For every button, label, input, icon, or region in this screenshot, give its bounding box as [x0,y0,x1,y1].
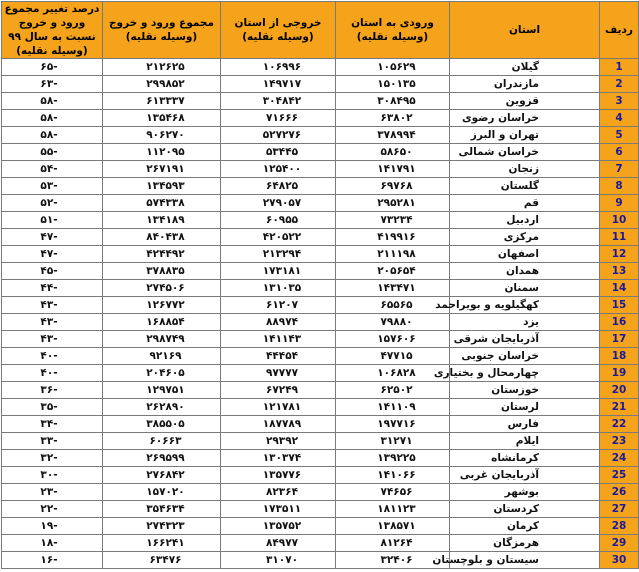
total-count: ۲۶۲۸۹۰ [103,399,221,416]
total-count: ۱۶۸۸۵۴ [103,314,221,331]
total-count: ۱۱۲۰۹۵ [103,144,221,161]
province-name: بوشهر [450,484,600,501]
table-row [2,76,639,93]
row-number: 15 [600,297,639,314]
entry-count: ۱۵۷۶۰۶ [336,331,450,348]
exit-count: ۴۲۰۵۲۲ [221,229,336,246]
percent-change: -۵۲ [2,195,103,212]
row-number: 6 [600,144,639,161]
row-number: 27 [600,501,639,518]
table-row [2,450,639,467]
entry-count: ۱۳۸۵۷۱ [336,518,450,535]
percent-change: -۶۵ [2,59,103,76]
row-number: 29 [600,535,639,552]
table-row [2,93,639,110]
total-count: ۹۰۶۲۷۰ [103,127,221,144]
table-row [2,178,639,195]
exit-count: ۱۲۵۴۰۰ [221,161,336,178]
row-number: 8 [600,178,639,195]
province-name: هرمزگان [450,535,600,552]
total-count: ۱۶۶۲۴۱ [103,535,221,552]
row-number: 24 [600,450,639,467]
header-entry: ورودی به استان (وسیله نقلیه) [336,2,450,59]
province-name: آذربایجان غربی [450,467,600,484]
percent-change: -۱۸ [2,535,103,552]
row-number: 11 [600,229,639,246]
province-name: قم [450,195,600,212]
percent-change: -۳۲ [2,450,103,467]
row-number: 10 [600,212,639,229]
entry-count: ۱۴۱۷۹۱ [336,161,450,178]
exit-count: ۷۱۶۶۶ [221,110,336,127]
percent-change: -۵۱ [2,212,103,229]
province-name: مازندران [450,76,600,93]
exit-count: ۲۹۳۹۲ [221,433,336,450]
percent-change: -۳۳ [2,433,103,450]
row-number: 25 [600,467,639,484]
total-count: ۲۶۹۵۹۹ [103,450,221,467]
total-count: ۱۲۹۷۵۱ [103,382,221,399]
total-count: ۶۰۶۶۳ [103,433,221,450]
total-count: ۲۰۴۶۰۵ [103,365,221,382]
exit-count: ۵۲۷۲۷۶ [221,127,336,144]
header-ostan: استان [450,2,600,59]
total-count: ۱۵۷۰۲۰ [103,484,221,501]
total-count: ۶۳۴۷۶ [103,552,221,569]
entry-count: ۱۵۰۱۳۵ [336,76,450,93]
percent-change: -۶۳ [2,76,103,93]
province-name: اصفهان [450,246,600,263]
exit-count: ۸۲۳۶۴ [221,484,336,501]
entry-count: ۱۰۵۶۲۹ [336,59,450,76]
percent-change: -۴۵ [2,263,103,280]
percent-change: -۴۷ [2,246,103,263]
exit-count: ۳۱۰۷۰ [221,552,336,569]
province-name: مرکزی [450,229,600,246]
entry-count: ۳۰۸۴۹۵ [336,93,450,110]
entry-count: ۵۸۶۵۰ [336,144,450,161]
province-name: کهگیلویه و بویراحمد [450,297,600,314]
row-number: 22 [600,416,639,433]
percent-change: -۴۰ [2,348,103,365]
row-number: 13 [600,263,639,280]
percent-change: -۴۰ [2,365,103,382]
table-row [2,467,639,484]
percent-change: -۴۳ [2,297,103,314]
percent-change: -۲۲ [2,501,103,518]
total-count: ۱۲۶۷۷۲ [103,297,221,314]
province-name: خوزستان [450,382,600,399]
exit-count: ۱۳۰۳۷۴ [221,450,336,467]
province-name: سیستان و بلوچستان [450,552,600,569]
table-row [2,144,639,161]
percent-change: -۵۴ [2,161,103,178]
entry-count: ۱۸۱۱۲۳ [336,501,450,518]
total-count: ۳۷۸۸۳۵ [103,263,221,280]
total-count: ۵۷۴۳۳۸ [103,195,221,212]
entry-count: ۷۳۲۳۴ [336,212,450,229]
row-number: 19 [600,365,639,382]
total-count: ۲۱۲۶۲۵ [103,59,221,76]
province-name: گلستان [450,178,600,195]
entry-count: ۷۴۶۵۶ [336,484,450,501]
province-name: ایلام [450,433,600,450]
row-number: 2 [600,76,639,93]
entry-count: ۲۹۵۲۸۱ [336,195,450,212]
total-count: ۱۳۴۵۹۳ [103,178,221,195]
exit-count: ۶۷۲۴۹ [221,382,336,399]
total-count: ۶۱۳۳۳۷ [103,93,221,110]
total-count: ۳۸۵۵۰۵ [103,416,221,433]
province-name: فارس [450,416,600,433]
table-body [2,59,639,569]
percent-change: -۳۴ [2,416,103,433]
exit-count: ۸۸۹۷۴ [221,314,336,331]
total-count: ۹۲۱۶۹ [103,348,221,365]
header-total: مجموع ورود و خروج (وسیله نقلیه) [103,2,221,59]
exit-count: ۴۴۴۵۴ [221,348,336,365]
exit-count: ۳۰۴۸۴۲ [221,93,336,110]
province-name: چهارمحال و بختیاری [450,365,600,382]
table-row [2,263,639,280]
total-count: ۳۵۴۶۳۴ [103,501,221,518]
table-row [2,297,639,314]
table-row [2,348,639,365]
province-name: خراسان جنوبی [450,348,600,365]
percent-change: -۳۶ [2,382,103,399]
province-name: زنجان [450,161,600,178]
percent-change: -۱۹ [2,518,103,535]
entry-count: ۳۱۲۷۱ [336,433,450,450]
table-row [2,382,639,399]
percent-change: -۵۸ [2,127,103,144]
exit-count: ۵۳۴۴۵ [221,144,336,161]
row-number: 26 [600,484,639,501]
row-number: 1 [600,59,639,76]
province-name: همدان [450,263,600,280]
row-number: 16 [600,314,639,331]
total-count: ۲۷۴۵۰۶ [103,280,221,297]
percent-change: -۵۵ [2,144,103,161]
exit-count: ۱۳۱۰۳۵ [221,280,336,297]
total-count: ۲۶۷۱۹۱ [103,161,221,178]
exit-count: ۱۳۵۷۷۶ [221,467,336,484]
table-row [2,331,639,348]
percent-change: -۵۸ [2,110,103,127]
table-row [2,552,639,569]
province-name: کرمانشاه [450,450,600,467]
entry-count: ۴۱۹۹۱۶ [336,229,450,246]
table-row [2,433,639,450]
row-number: 21 [600,399,639,416]
row-number: 3 [600,93,639,110]
entry-count: ۳۲۴۰۶ [336,552,450,569]
total-count: ۸۴۰۴۳۸ [103,229,221,246]
entry-count: ۱۹۷۷۱۶ [336,416,450,433]
table-row [2,484,639,501]
province-name: خراسان شمالی [450,144,600,161]
table-row [2,127,639,144]
table-row [2,535,639,552]
exit-count: ۶۴۸۲۵ [221,178,336,195]
percent-change: -۲۳ [2,484,103,501]
table-header-row [2,2,639,59]
entry-count: ۱۰۶۸۲۸ [336,365,450,382]
province-name: لرستان [450,399,600,416]
percent-change: -۱۶ [2,552,103,569]
table-row [2,110,639,127]
exit-count: ۱۴۱۱۴۳ [221,331,336,348]
header-percent-change: درصد تغییر مجموع ورود و خروج نسبت به سال ۹۹ (وسیله نقلیه) [2,2,103,59]
exit-count: ۱۳۵۷۵۲ [221,518,336,535]
table-row [2,365,639,382]
total-count: ۴۲۴۴۹۲ [103,246,221,263]
percent-change: -۵۳ [2,178,103,195]
table-row [2,59,639,76]
total-count: ۲۷۴۳۲۳ [103,518,221,535]
table-row [2,518,639,535]
province-name: کردستان [450,501,600,518]
exit-count: ۲۱۳۲۹۴ [221,246,336,263]
table-row [2,280,639,297]
row-number: 4 [600,110,639,127]
table-row [2,416,639,433]
exit-count: ۲۷۹۰۵۷ [221,195,336,212]
header-radif: ردیف [600,2,639,59]
exit-count: ۱۸۷۷۸۹ [221,416,336,433]
entry-count: ۲۱۱۱۹۸ [336,246,450,263]
row-number: 28 [600,518,639,535]
entry-count: ۲۰۵۶۵۴ [336,263,450,280]
row-number: 5 [600,127,639,144]
province-name: سمنان [450,280,600,297]
province-name: قزوین [450,93,600,110]
header-exit: خروجی از استان (وسیله نقلیه) [221,2,336,59]
province-name: یزد [450,314,600,331]
table-row [2,229,639,246]
entry-count: ۶۵۵۶۵ [336,297,450,314]
total-count: ۱۳۵۴۶۸ [103,110,221,127]
row-number: 17 [600,331,639,348]
percent-change: -۳۵ [2,399,103,416]
entry-count: ۱۳۹۲۲۵ [336,450,450,467]
row-number: 20 [600,382,639,399]
row-number: 9 [600,195,639,212]
province-name: کرمان [450,518,600,535]
table-row [2,161,639,178]
exit-count: ۱۰۶۹۹۶ [221,59,336,76]
province-traffic-table [1,1,639,569]
table-row [2,501,639,518]
total-count: ۱۳۴۱۸۹ [103,212,221,229]
percent-change: -۳۰ [2,467,103,484]
table-row [2,246,639,263]
exit-count: ۶۱۲۰۷ [221,297,336,314]
table-row [2,399,639,416]
percent-change: -۵۸ [2,93,103,110]
row-number: 18 [600,348,639,365]
entry-count: ۳۷۸۹۹۴ [336,127,450,144]
percent-change: -۴۴ [2,280,103,297]
total-count: ۲۹۹۸۵۲ [103,76,221,93]
province-name: خراسان رضوی [450,110,600,127]
total-count: ۲۷۶۸۴۲ [103,467,221,484]
table-row [2,195,639,212]
exit-count: ۱۲۱۷۸۱ [221,399,336,416]
entry-count: ۱۴۱۰۶۶ [336,467,450,484]
row-number: 12 [600,246,639,263]
table-row [2,212,639,229]
province-name: اردبیل [450,212,600,229]
percent-change: -۴۳ [2,331,103,348]
entry-count: ۴۷۷۱۵ [336,348,450,365]
exit-count: ۶۰۹۵۵ [221,212,336,229]
entry-count: ۱۴۱۱۰۹ [336,399,450,416]
entry-count: ۶۲۵۰۲ [336,382,450,399]
exit-count: ۱۷۳۵۱۱ [221,501,336,518]
entry-count: ۸۱۲۶۴ [336,535,450,552]
entry-count: ۷۹۸۸۰ [336,314,450,331]
total-count: ۲۹۸۷۴۹ [103,331,221,348]
exit-count: ۹۷۷۷۷ [221,365,336,382]
table-row [2,314,639,331]
row-number: 7 [600,161,639,178]
exit-count: ۱۴۹۷۱۷ [221,76,336,93]
province-name: تهران و البرز [450,127,600,144]
row-number: 14 [600,280,639,297]
entry-count: ۶۹۷۶۸ [336,178,450,195]
entry-count: ۱۴۳۴۷۱ [336,280,450,297]
percent-change: -۴۷ [2,229,103,246]
exit-count: ۸۴۹۷۷ [221,535,336,552]
percent-change: -۴۳ [2,314,103,331]
province-name: آذربایجان شرقی [450,331,600,348]
entry-count: ۶۳۸۰۲ [336,110,450,127]
province-name: گیلان [450,59,600,76]
row-number: 23 [600,433,639,450]
exit-count: ۱۷۳۱۸۱ [221,263,336,280]
row-number: 30 [600,552,639,569]
